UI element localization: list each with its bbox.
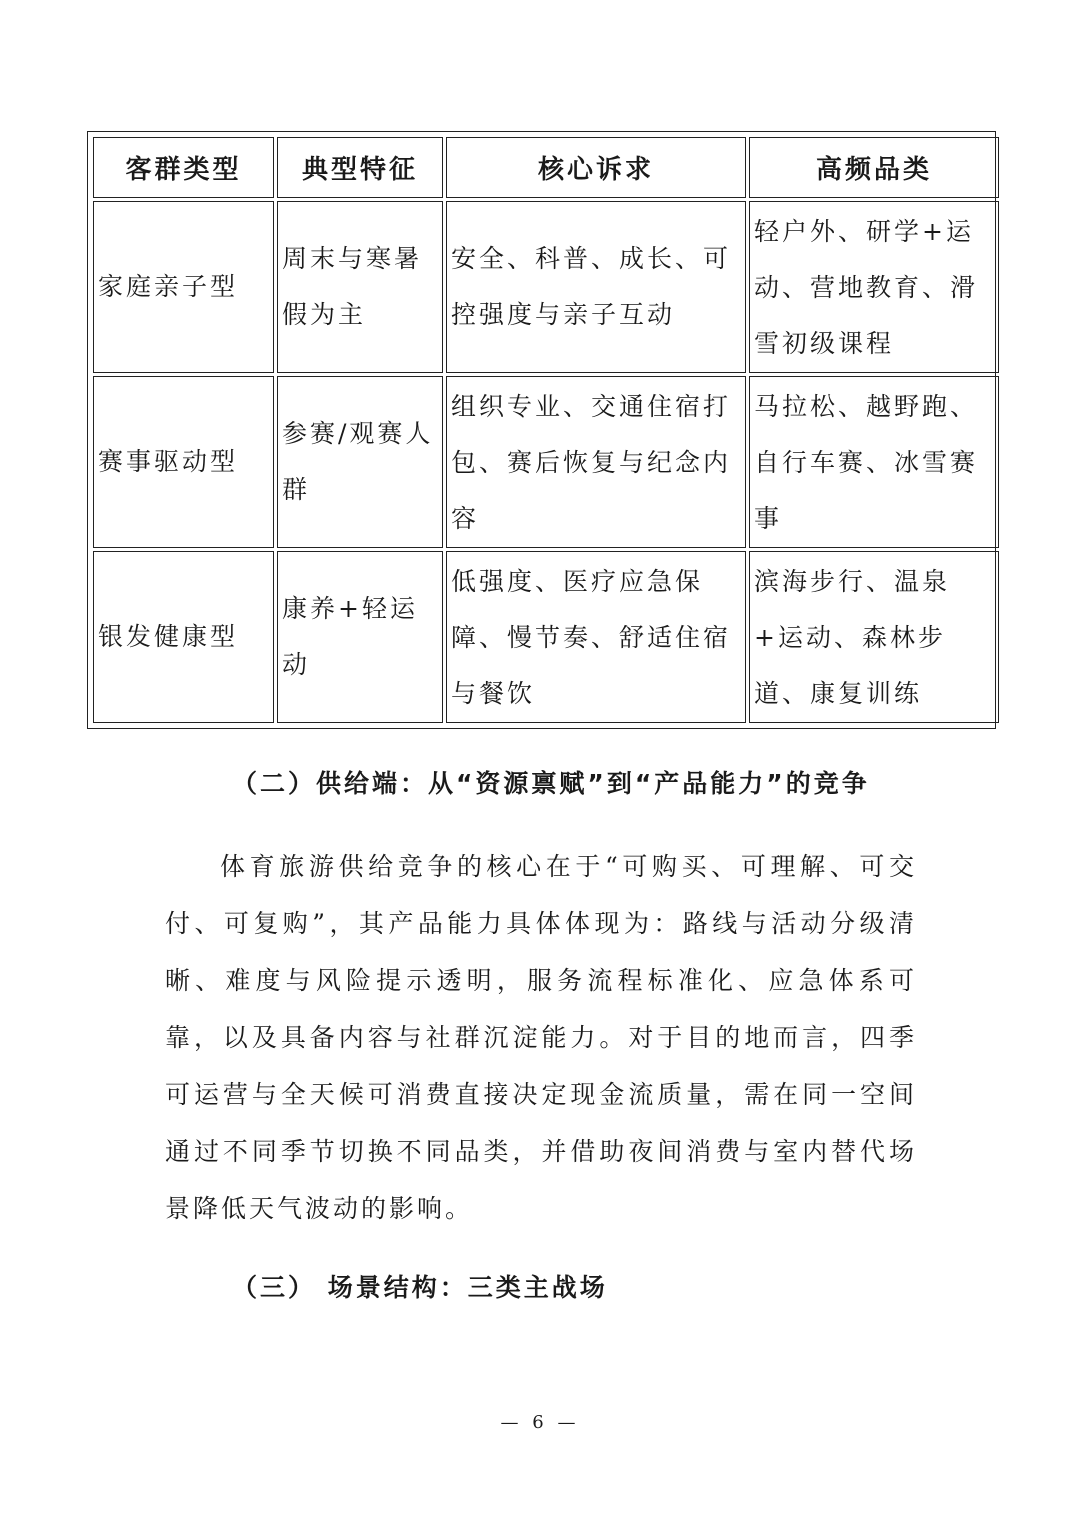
header-frequent-category: 高频品类 <box>749 137 999 198</box>
section-heading-supply: （二）供给端：从“资源禀赋”到“产品能力”的竞争 <box>232 769 870 798</box>
need-cell: 安全、科普、成长、可控强度与亲子互动 <box>446 201 746 373</box>
table-row <box>93 551 999 723</box>
need-cell: 组织专业、交通住宿打包、赛后恢复与纪念内容 <box>446 376 746 548</box>
need-cell: 低强度、医疗应急保障、慢节奏、舒适住宿与餐饮 <box>446 551 746 723</box>
segment-cell: 银发健康型 <box>93 551 274 723</box>
segment-cell: 家庭亲子型 <box>93 201 274 373</box>
category-cell: 滨海步行、温泉+运动、森林步道、康复训练 <box>749 551 999 723</box>
section-heading-scenes: （三） 场景结构：三类主战场 <box>232 1273 608 1302</box>
feature-cell: 康养+轻运动 <box>277 551 443 723</box>
category-cell: 轻户外、研学+运动、营地教育、滑雪初级课程 <box>749 201 999 373</box>
header-core-need: 核心诉求 <box>446 137 746 198</box>
page-number: — 6 — <box>500 1412 580 1433</box>
segment-cell: 赛事驱动型 <box>93 376 274 548</box>
feature-cell: 周末与寒暑假为主 <box>277 201 443 373</box>
body-paragraph: 体育旅游供给竞争的核心在于“可购买、可理解、可交付、可复购”，其产品能力具体体现为：路线与活动分级清晰、难度与风险提示透明，服务流程标准化、应急体系可靠，以及具备内容与社群沉淀能力。对于目的地而言，四季可运营与全天候可消费直接决定现金流质量，需在同一空间通过不同季节切换不同品类，并借助夜间消费与室内替代场景降低天气波动的影响。 <box>165 852 917 1223</box>
header-typical-feature: 典型特征 <box>277 137 443 198</box>
table-row <box>93 376 999 548</box>
feature-cell: 参赛/观赛人群 <box>277 376 443 548</box>
table-row <box>93 201 999 373</box>
audience-table-frame <box>87 131 996 729</box>
table-header-row <box>93 137 999 198</box>
audience-table <box>90 134 1002 726</box>
category-cell: 马拉松、越野跑、自行车赛、冰雪赛事 <box>749 376 999 548</box>
header-segment-type: 客群类型 <box>93 137 274 198</box>
